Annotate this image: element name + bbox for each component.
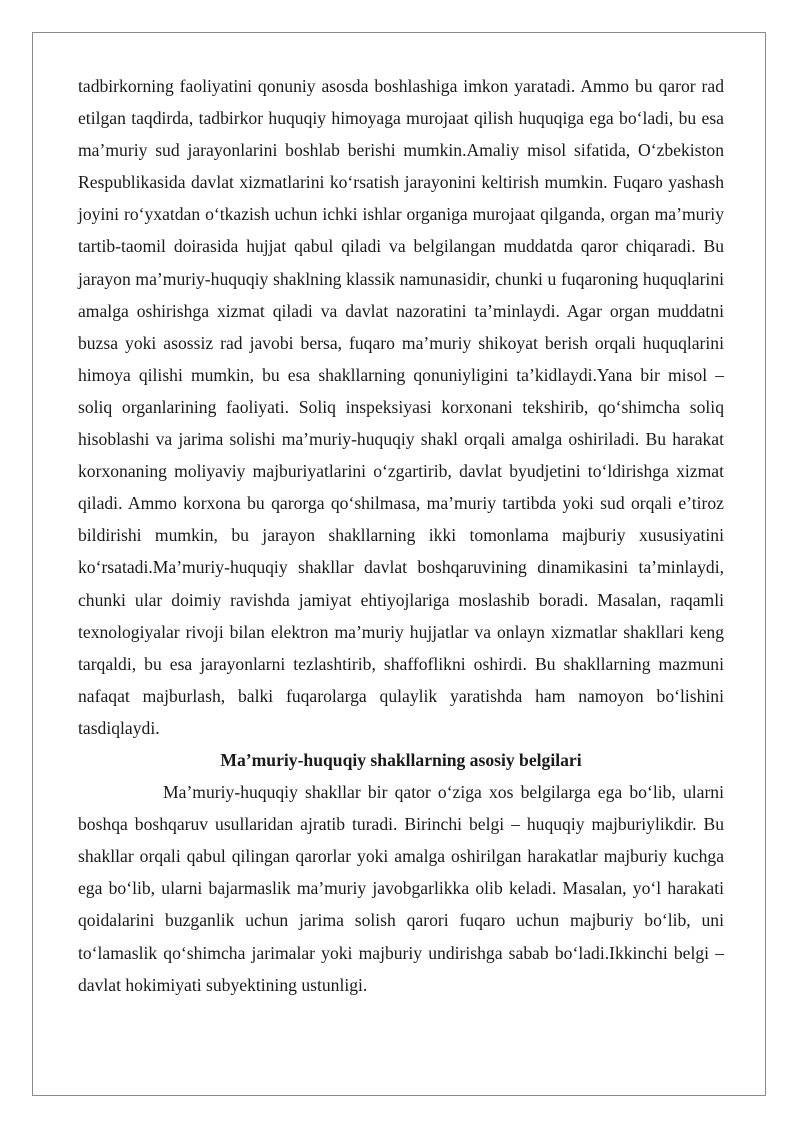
- document-body: [78, 70, 724, 1001]
- body-paragraph-2: Ma’muriy-huquqiy shakllar bir qator o‘ziga xos belgilarga ega bo‘lib, ularni boshqa boshqaruv usullaridan ajratib turadi. Birinchi belgi – huquqiy majburiylikdir. Bu shakllar orqali qabul qilingan qarorlar yoki amalga oshirilgan harakatlar majburiy kuchga ega bo‘lib, ularni bajarmaslik ma’muriy javobgarlikka olib keladi. Masalan, yo‘l harakati qoidalarini buzganlik uchun jarima solish qarori fuqaro uchun majburiy bo‘lib, uni to‘lamaslik qo‘shimcha jarimalar yoki majburiy undirishga sabab bo‘ladi.Ikkinchi belgi – davlat hokimiyati subyektining ustunligi.: [78, 782, 724, 995]
- section-heading: Ma’muriy-huquqiy shakllarning asosiy belgilari: [220, 749, 582, 770]
- body-paragraph-1: tadbirkorning faoliyatini qonuniy asosda boshlashiga imkon yaratadi. Ammo bu qaror rad etilgan taqdirda, tadbirkor huquqiy himoyaga murojaat qilish huquqiga ega bo‘ladi, bu esa ma’muriy sud jarayonlarini boshlab berishi mumkin.Amaliy misol sifatida, O‘zbekiston Respublikasida davlat xizmatlarini ko‘rsatish jarayonini keltirish mumkin. Fuqaro yashash joyini ro‘yxatdan o‘tkazish uchun ichki ishlar organiga murojaat qilganda, organ ma’muriy tartib-taomil doirasida hujjat qabul qiladi va belgilangan muddatda qaror chiqaradi. Bu jarayon ma’muriy-huquqiy shaklning klassik namunasidir, chunki u fuqaroning huquqlarini amalga oshirishga xizmat qiladi va davlat nazoratini ta’minlaydi. Agar organ muddatni buzsa yoki asossiz rad javobi bersa, fuqaro ma’muriy shikoyat berish orqali huquqlarini himoya qilishi mumkin, bu esa shakllarning qonuniyligini ta’kidlaydi.Yana bir misol – soliq organlarining faoliyati. Soliq inspeksiyasi korxonani tekshirib, qo‘shimcha soliq hisoblashi va jarima solishi ma’muriy-huquqiy shakl orqali amalga oshiriladi. Bu harakat korxonaning moliyaviy majburiyatlarini o‘zgartirib, davlat byudjetini to‘ldirishga xizmat qiladi. Ammo korxona bu qarorga qo‘shilmasa, ma’muriy tartibda yoki sud orqali e’tiroz bildirishi mumkin, bu jarayon shakllarning ikki tomonlama majburiy xususiyatini ko‘rsatadi.Ma’muriy-huquqiy shakllar davlat boshqaruvining dinamikasini ta’minlaydi, chunki ular doimiy ravishda jamiyat ehtiyojlariga moslashib boradi. Masalan, raqamli texnologiyalar rivoji bilan elektron ma’muriy hujjatlar va onlayn xizmatlar shakllari keng tarqaldi, bu esa jarayonlarni tezlashtirib, shaffoflikni oshirdi. Bu shakllarning mazmuni nafaqat majburlash, balki fuqarolarga qulaylik yaratishda ham namoyon bo‘lishini tasdiqlaydi.: [78, 76, 724, 738]
